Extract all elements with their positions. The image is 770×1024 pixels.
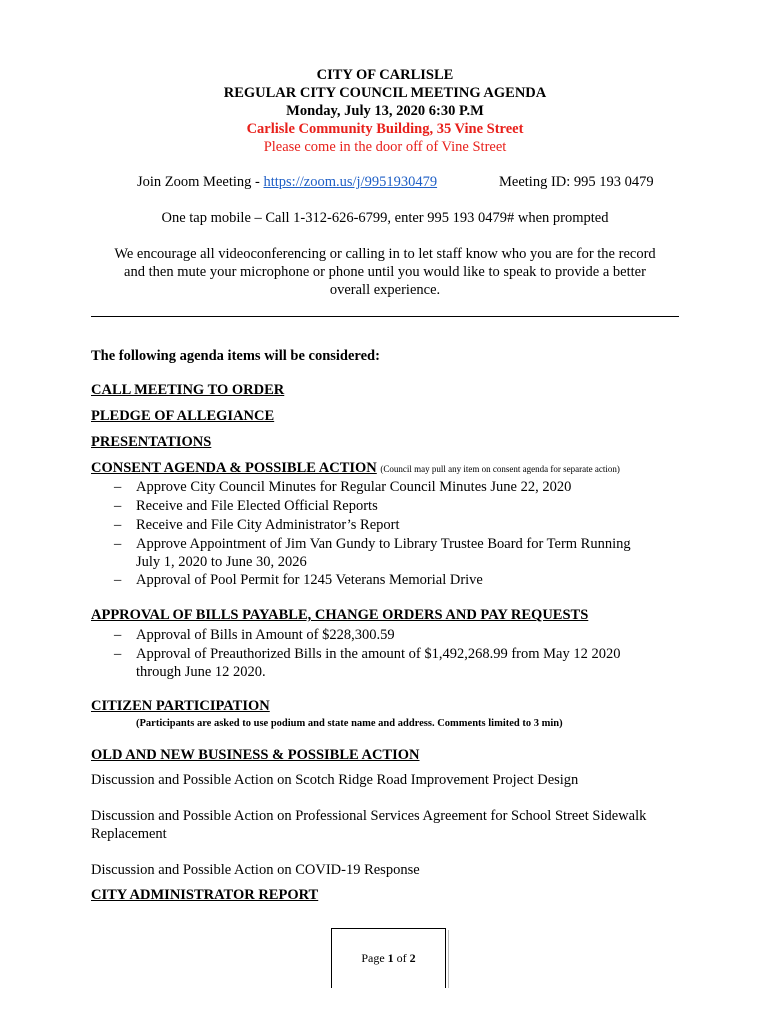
dash: – (114, 479, 122, 495)
section-bills: APPROVAL OF BILLS PAYABLE, CHANGE ORDERS AND PAY REQUESTS (91, 607, 589, 623)
consent-item (114, 571, 483, 589)
page-word: Page (361, 951, 388, 965)
meeting-date: Monday, July 13, 2020 6:30 P.M (286, 103, 484, 119)
zoom-prefix: Join Zoom Meeting - (137, 174, 264, 190)
section-consent: CONSENT AGENDA & POSSIBLE ACTION (91, 460, 377, 476)
section-citizen: CITIZEN PARTICIPATION (91, 698, 270, 714)
consent-item (114, 516, 400, 534)
encourage-line-1: We encourage all videoconferencing or calling in to let staff know who you are for the record (114, 246, 656, 262)
dash: – (114, 536, 122, 552)
section-call-to-order: CALL MEETING TO ORDER (91, 382, 285, 398)
door-note: Please come in the door off of Vine Street (263, 139, 507, 155)
section-admin-report: CITY ADMINISTRATOR REPORT (91, 887, 319, 903)
consent-item (114, 535, 631, 553)
one-tap-mobile: One tap mobile – Call 1-312-626-6799, enter 995 193 0479# when prompted (161, 210, 609, 226)
zoom-line (137, 173, 437, 191)
bill-item (114, 626, 395, 644)
business-item: Discussion and Possible Action on COVID-19 Response (91, 862, 420, 878)
section-pledge: PLEDGE OF ALLEGIANCE (91, 408, 275, 424)
page-current: 1 (387, 951, 394, 965)
meeting-location: Carlisle Community Building, 35 Vine Street (246, 121, 524, 137)
city-name: CITY OF CARLISLE (316, 67, 454, 83)
encourage-line-3: overall experience. (329, 282, 441, 298)
divider (91, 316, 679, 317)
business-item: Discussion and Possible Action on Professional Services Agreement for School Street Sidewalk (91, 808, 647, 824)
consent-item-text: Approve City Council Minutes for Regular Council Minutes June 22, 2020 (136, 479, 572, 495)
bill-item-text: Approval of Preauthorized Bills in the amount of $1,492,268.99 from May 12 2020 (136, 646, 621, 662)
of-word: of (393, 951, 410, 965)
consent-item-text: Approve Appointment of Jim Van Gundy to Library Trustee Board for Term Running (136, 536, 631, 552)
consent-item (114, 478, 571, 496)
page-number-box (331, 928, 446, 988)
dash: – (114, 572, 122, 588)
business-item: Discussion and Possible Action on Scotch Ridge Road Improvement Project Design (91, 772, 579, 788)
agenda-intro: The following agenda items will be considered: (91, 348, 380, 364)
section-presentations: PRESENTATIONS (91, 434, 212, 450)
section-business: OLD AND NEW BUSINESS & POSSIBLE ACTION (91, 747, 420, 763)
zoom-link[interactable]: https://zoom.us/j/9951930479 (263, 174, 438, 190)
citizen-note: (Participants are asked to use podium and state name and address. Comments limited to 3 min) (136, 718, 563, 729)
bill-item (114, 645, 620, 663)
encourage-line-2: and then mute your microphone or phone until you would like to speak to provide a better (124, 264, 646, 280)
consent-item-continued: July 1, 2020 to June 30, 2026 (136, 554, 307, 570)
meeting-id: Meeting ID: 995 193 0479 (499, 174, 654, 190)
dash: – (114, 627, 122, 643)
dash: – (114, 646, 122, 662)
page-total: 2 (409, 951, 416, 965)
business-item-continued: Replacement (91, 826, 167, 842)
consent-note: (Council may pull any item on consent agenda for separate action) (380, 464, 620, 474)
consent-item (114, 497, 378, 515)
bill-item-text: Approval of Bills in Amount of $228,300.59 (136, 627, 395, 643)
consent-item-text: Approval of Pool Permit for 1245 Veterans Memorial Drive (136, 572, 483, 588)
consent-item-text: Receive and File Elected Official Reports (136, 498, 378, 514)
dash: – (114, 517, 122, 533)
bill-item-continued: through June 12 2020. (136, 664, 266, 680)
meeting-title: REGULAR CITY COUNCIL MEETING AGENDA (223, 85, 547, 101)
dash: – (114, 498, 122, 514)
section-consent-row (91, 459, 620, 478)
consent-item-text: Receive and File City Administrator’s Report (136, 517, 400, 533)
